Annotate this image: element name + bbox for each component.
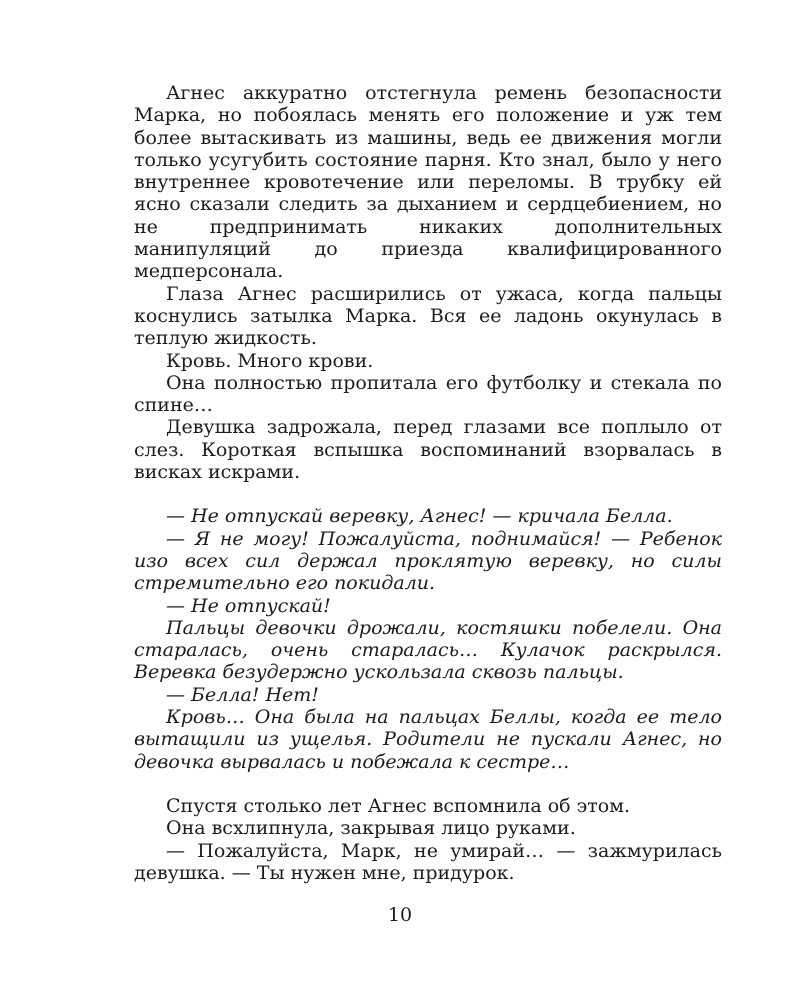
flashback-paragraph: — Белла! Нет! bbox=[166, 683, 319, 706]
flashback-paragraph: Пальцы девочки дрожали, костяшки побелели. Она старалась, очень старалась… Кулачок раскрылся. Веревка безудержно ускользала сквозь пальцы. bbox=[134, 616, 722, 684]
flashback-paragraph: — Я не могу! Пожалуйста, поднимайся! — Ребенок изо всех сил держал проклятую веревку, но силы стремительно его покидали. bbox=[134, 527, 722, 595]
flashback-paragraph: Кровь… Она была на пальцах Беллы, когда ее тело вытащили из ущелья. Родители не пускали Агнес, но девочка вырвалась и побежала к сестре… bbox=[134, 706, 722, 773]
paragraph: Спустя столько лет Агнес вспомнила об этом. bbox=[166, 794, 631, 817]
paragraph: Кровь. Много крови. bbox=[166, 349, 374, 372]
page-number: 10 bbox=[387, 904, 413, 926]
flashback-paragraph: — Не отпускай! bbox=[166, 594, 331, 617]
paragraph: Она полностью пропитала его футболку и стекала по спине… bbox=[134, 371, 722, 417]
paragraph: — Пожалуйста, Марк, не умирай… — зажмурилась девушка. — Ты нужен мне, придурок. bbox=[134, 839, 722, 884]
paragraph: Агнес аккуратно отстегнула ремень безопасности Марка, но побоялась менять его положение и уж тем более вытаскивать из машины, ведь ее движения могли только усугубить состояние парня. Кто знал, было у него внутреннее кровотечение или переломы. В трубку ей ясно сказали следить за дыханием и сердцебиением, но не предпринимать никаких дополнительных манипуляций до приезда квалифицированного медперсонала. bbox=[134, 82, 722, 283]
section-break bbox=[134, 773, 722, 795]
flashback-paragraph: — Не отпускай веревку, Агнес! — кричала Белла. bbox=[166, 505, 673, 528]
book-page bbox=[134, 82, 722, 884]
paragraph: Девушка задрожала, перед глазами все поплыло от слез. Короткая вспышка воспоминаний взорвалась в висках искрами. bbox=[134, 416, 722, 484]
paragraph: Она всхлипнула, закрывая лицо руками. bbox=[166, 817, 576, 840]
section-break bbox=[134, 483, 722, 505]
paragraph: Глаза Агнес расширились от ужаса, когда пальцы коснулись затылка Марка. Вся ее ладонь окунулась в теплую жидкость. bbox=[134, 282, 722, 350]
